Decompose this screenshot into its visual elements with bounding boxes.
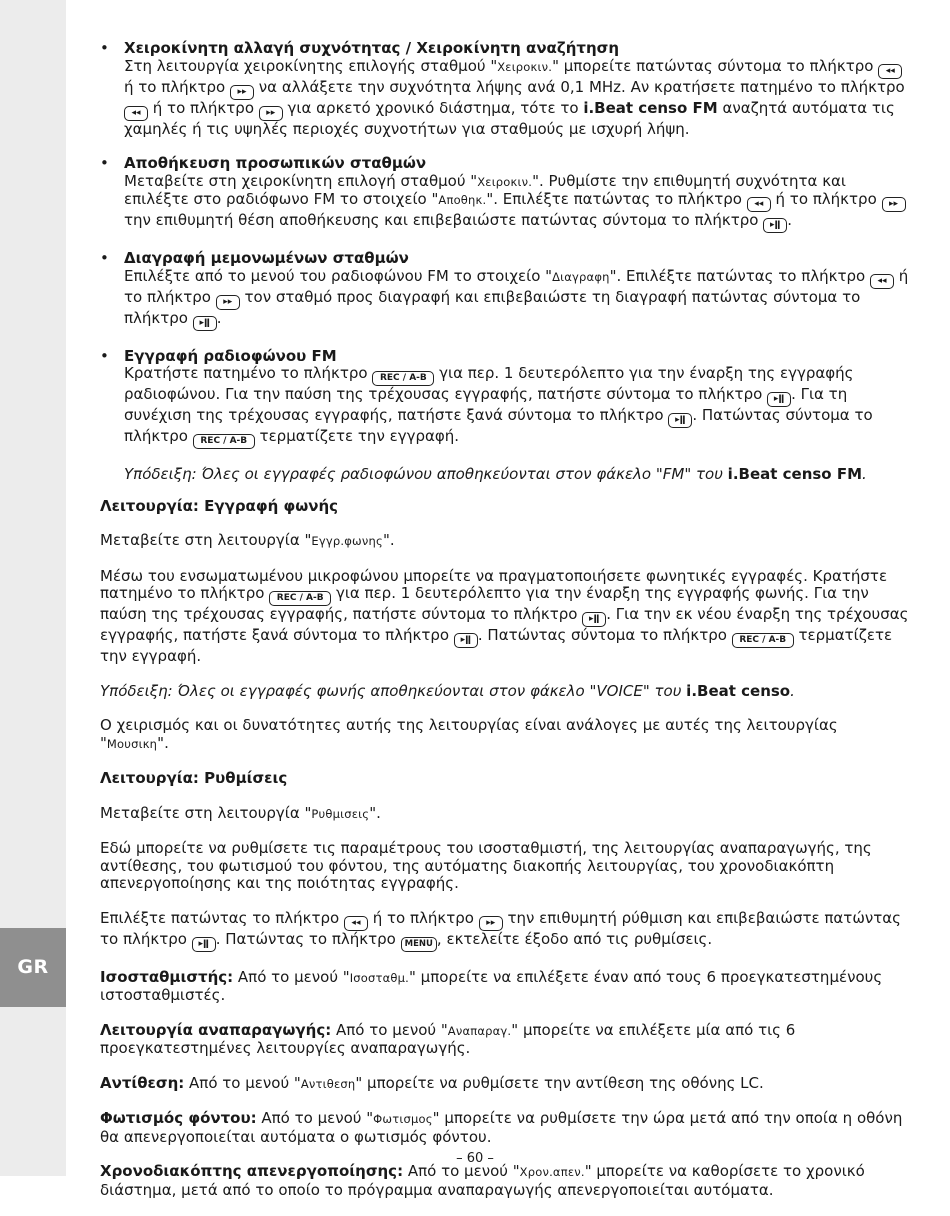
fast-forward-key-icon: ▸▸ <box>230 85 254 100</box>
language-code: GR <box>17 955 49 978</box>
paragraph: Μεταβείτε στη λειτουργία "Εγγρ.φωνης". <box>100 531 395 549</box>
language-tab <box>0 928 66 1007</box>
fast-forward-key-icon: ▸▸ <box>479 916 503 931</box>
play-pause-key-icon: ▸ǁ <box>193 316 217 331</box>
fast-forward-key-icon: ▸▸ <box>882 197 906 212</box>
paragraph: Ο χειρισμός και οι δυνατότητες αυτής της λειτουργίας είναι ανάλογες με αυτές της λειτουργίας "Μουσικη". <box>100 716 838 752</box>
rec-ab-key-icon: REC / A-B <box>732 633 794 648</box>
play-pause-key-icon: ▸ǁ <box>668 413 692 428</box>
setting-contrast: Αντίθεση: Από το μενού "Αντιθεση" μπορείτε να ρυθμίσετε την αντίθεση της οθόνης LC. <box>100 1073 764 1092</box>
rewind-key-icon: ◂◂ <box>878 64 902 79</box>
play-pause-key-icon: ▸ǁ <box>582 612 606 627</box>
rec-ab-key-icon: REC / A-B <box>193 434 255 449</box>
rec-ab-key-icon: REC / A-B <box>269 591 331 606</box>
section-title: • Αποθήκευση προσωπικών σταθμών <box>124 154 427 172</box>
paragraph: Μέσω του ενσωματωμένου μικροφώνου μπορείτε να πραγματοποιήσετε φωνητικές εγγραφές. Κρατήστε πατημένο το πλήκτρο REC / A-B για περ. 1 δευτερόλεπτο για την έναρξη της εγγραφής φωνής. Για την παύση της τρέχουσας εγγραφής, πατήστε σύντομα το πλήκτρο ▸ǁ . Για την εκ νέου έναρξη της τρέχουσας εγγραφής, πατήστε ξανά σύντομα το πλήκτρο ▸ǁ . Πατώντας σύντομα το πλήκτρο REC / A-B τερματίζετε την εγγραφή. <box>100 566 909 665</box>
fast-forward-key-icon: ▸▸ <box>216 295 240 310</box>
play-pause-key-icon: ▸ǁ <box>767 392 791 407</box>
rewind-key-icon: ◂◂ <box>870 274 894 289</box>
section-manual-tuning <box>100 40 910 138</box>
play-pause-key-icon: ▸ǁ <box>454 633 478 648</box>
section-body: Επιλέξτε από το μενού του ραδιοφώνου FM το στοιχείο "Διαγραφη". Επιλέξτε πατώντας το πλήκτρο ◂◂ ή το πλήκτρο ▸▸ τον σταθμό προς διαγραφή και επιβεβαιώστε τη διαγραφή πατώντας σύντομα το πλήκτρο ▸ǁ . <box>124 268 910 331</box>
fast-forward-key-icon: ▸▸ <box>259 106 283 121</box>
brand-name: i.Beat censo FM <box>583 98 718 117</box>
brand-name: i.Beat censo FM <box>727 465 863 483</box>
page-number: – 60 – <box>456 1151 494 1166</box>
play-pause-key-icon: ▸ǁ <box>192 937 216 952</box>
rewind-key-icon: ◂◂ <box>124 106 148 121</box>
section-save-stations <box>100 155 910 233</box>
rewind-key-icon: ◂◂ <box>344 916 368 931</box>
paragraph: Επιλέξτε πατώντας το πλήκτρο ◂◂ ή το πλήκτρο ▸▸ την επιθυμητή ρύθμιση και επιβεβαιώστε πατώντας το πλήκτρο ▸ǁ . Πατώντας το πλήκτρο MENU , εκτελείτε έξοδο από τις ρυθμίσεις. <box>100 910 910 952</box>
section-title: • Εγγραφή ραδιοφώνου FM <box>124 346 337 365</box>
rec-ab-key-icon: REC / A-B <box>372 371 434 386</box>
play-pause-key-icon: ▸ǁ <box>763 218 787 233</box>
menu-key-icon: MENU <box>401 937 437 952</box>
heading-voice-recording: Λειτουργία: Εγγραφή φωνής <box>100 496 339 515</box>
section-fm-recording <box>100 348 910 484</box>
setting-equalizer: Ισοσταθμιστής: Από το μενού "Ισοσταθμ." μπορείτε να επιλέξετε έναν από τους 6 προεγκατεστημένους ιστοσταθμιστές. <box>100 967 883 1004</box>
rewind-key-icon: ◂◂ <box>747 197 771 212</box>
paragraph: Μεταβείτε στη λειτουργία "Ρυθμισεις". <box>100 803 381 822</box>
setting-sleep-timer: Χρονοδιακόπτης απενεργοποίησης: Από το μενού "Χρον.απεν." μπορείτε να καθορίσετε το χρονικό διάστημα, μετά από το οποίο το πρόγραμμα αναπαραγωγής απενεργοποιείται αυτόματα. <box>100 1162 865 1199</box>
section-body: Μεταβείτε στη χειροκίνητη επιλογή σταθμού "Χειροκιν.". Ρυθμίστε την επιθυμητή συχνότητα και επιλέξτε στο ραδιόφωνο FM το στοιχείο "Αποθηκ.". Επιλέξτε πατώντας το πλήκτρο ◂◂ ή το πλήκτρο ▸▸ την επιθυμητή θέση αποθήκευσης και επιβεβαιώστε πατώντας σύντομα το πλήκτρο ▸ǁ . <box>124 173 910 234</box>
section-title: • Χειροκίνητη αλλαγή συχνότητας / Χειροκίνητη αναζήτηση <box>124 39 619 57</box>
setting-backlight: Φωτισμός φόντου: Από το μενού "Φωτισμος" μπορείτε να ρυθμίσετε την ώρα μετά από την οποία η οθόνη θα απενεργοποιείται αυτόματα ο φωτισμός φόντου. <box>100 1109 903 1146</box>
note: Υπόδειξη: Όλες οι εγγραφές ραδιοφώνου αποθηκεύονται στον φάκελο "FM" του i.Beat censo FM. <box>124 465 867 483</box>
section-delete-stations <box>100 250 910 331</box>
section-body: Κρατήστε πατημένο το πλήκτρο REC / A-B για περ. 1 δευτερόλεπτο για την έναρξη της εγγραφής ραδιοφώνου. Για την παύση της τρέχουσας εγγραφής, πατήστε σύντομα το πλήκτρο ▸ǁ . Για τη συνέχιση της τρέχουσας εγγραφής, πατήστε ξανά σύντομα το πλήκτρο ▸ǁ . Πατώντας σύντομα το πλήκτρο REC / A-B τερματίζετε την εγγραφή. <box>124 365 910 449</box>
paragraph: Εδώ μπορείτε να ρυθμίσετε τις παραμέτρους του ισοσταθμιστή, της λειτουργίας αναπαραγωγής, της αντίθεσης, του φωτισμού του φόντου, της αυτόματης διακοπής λειτουργίας, του χρονοδιακόπτη απενεργοποίησης και της ποιότητας εγγραφής. <box>100 839 872 892</box>
setting-playback-mode: Λειτουργία αναπαραγωγής: Από το μενού "Αναπαραγ." μπορείτε να επιλέξετε μία από τις 6 προεγκατεστημένες λειτουργίες αναπαραγωγής. <box>100 1020 796 1057</box>
heading-settings: Λειτουργία: Ρυθμίσεις <box>100 769 288 787</box>
brand-name: i.Beat censo <box>686 681 791 700</box>
page-content <box>100 40 910 1216</box>
section-title: • Διαγραφή μεμονωμένων σταθμών <box>124 249 409 267</box>
note: Υπόδειξη: Όλες οι εγγραφές φωνής αποθηκεύονται στον φάκελο "VOICE" του i.Beat censo. <box>100 681 795 700</box>
section-body: Στη λειτουργία χειροκίνητης επιλογής σταθμού "Χειροκιν." μπορείτε πατώντας σύντομα το πλήκτρο ◂◂ ή το πλήκτρο ▸▸ να αλλάξετε την συχνότητα λήψης ανά 0,1 MHz. Αν κρατήσετε πατημένο το πλήκτρο ◂◂ ή το πλήκτρο ▸▸ για αρκετό χρονικό διάστημα, τότε το i.Beat censo FM αναζητά αυτόματα τις χαμηλές ή τις υψηλές περιοχές συχνοτήτων για σταθμούς με ισχυρή λήψη. <box>124 56 905 138</box>
